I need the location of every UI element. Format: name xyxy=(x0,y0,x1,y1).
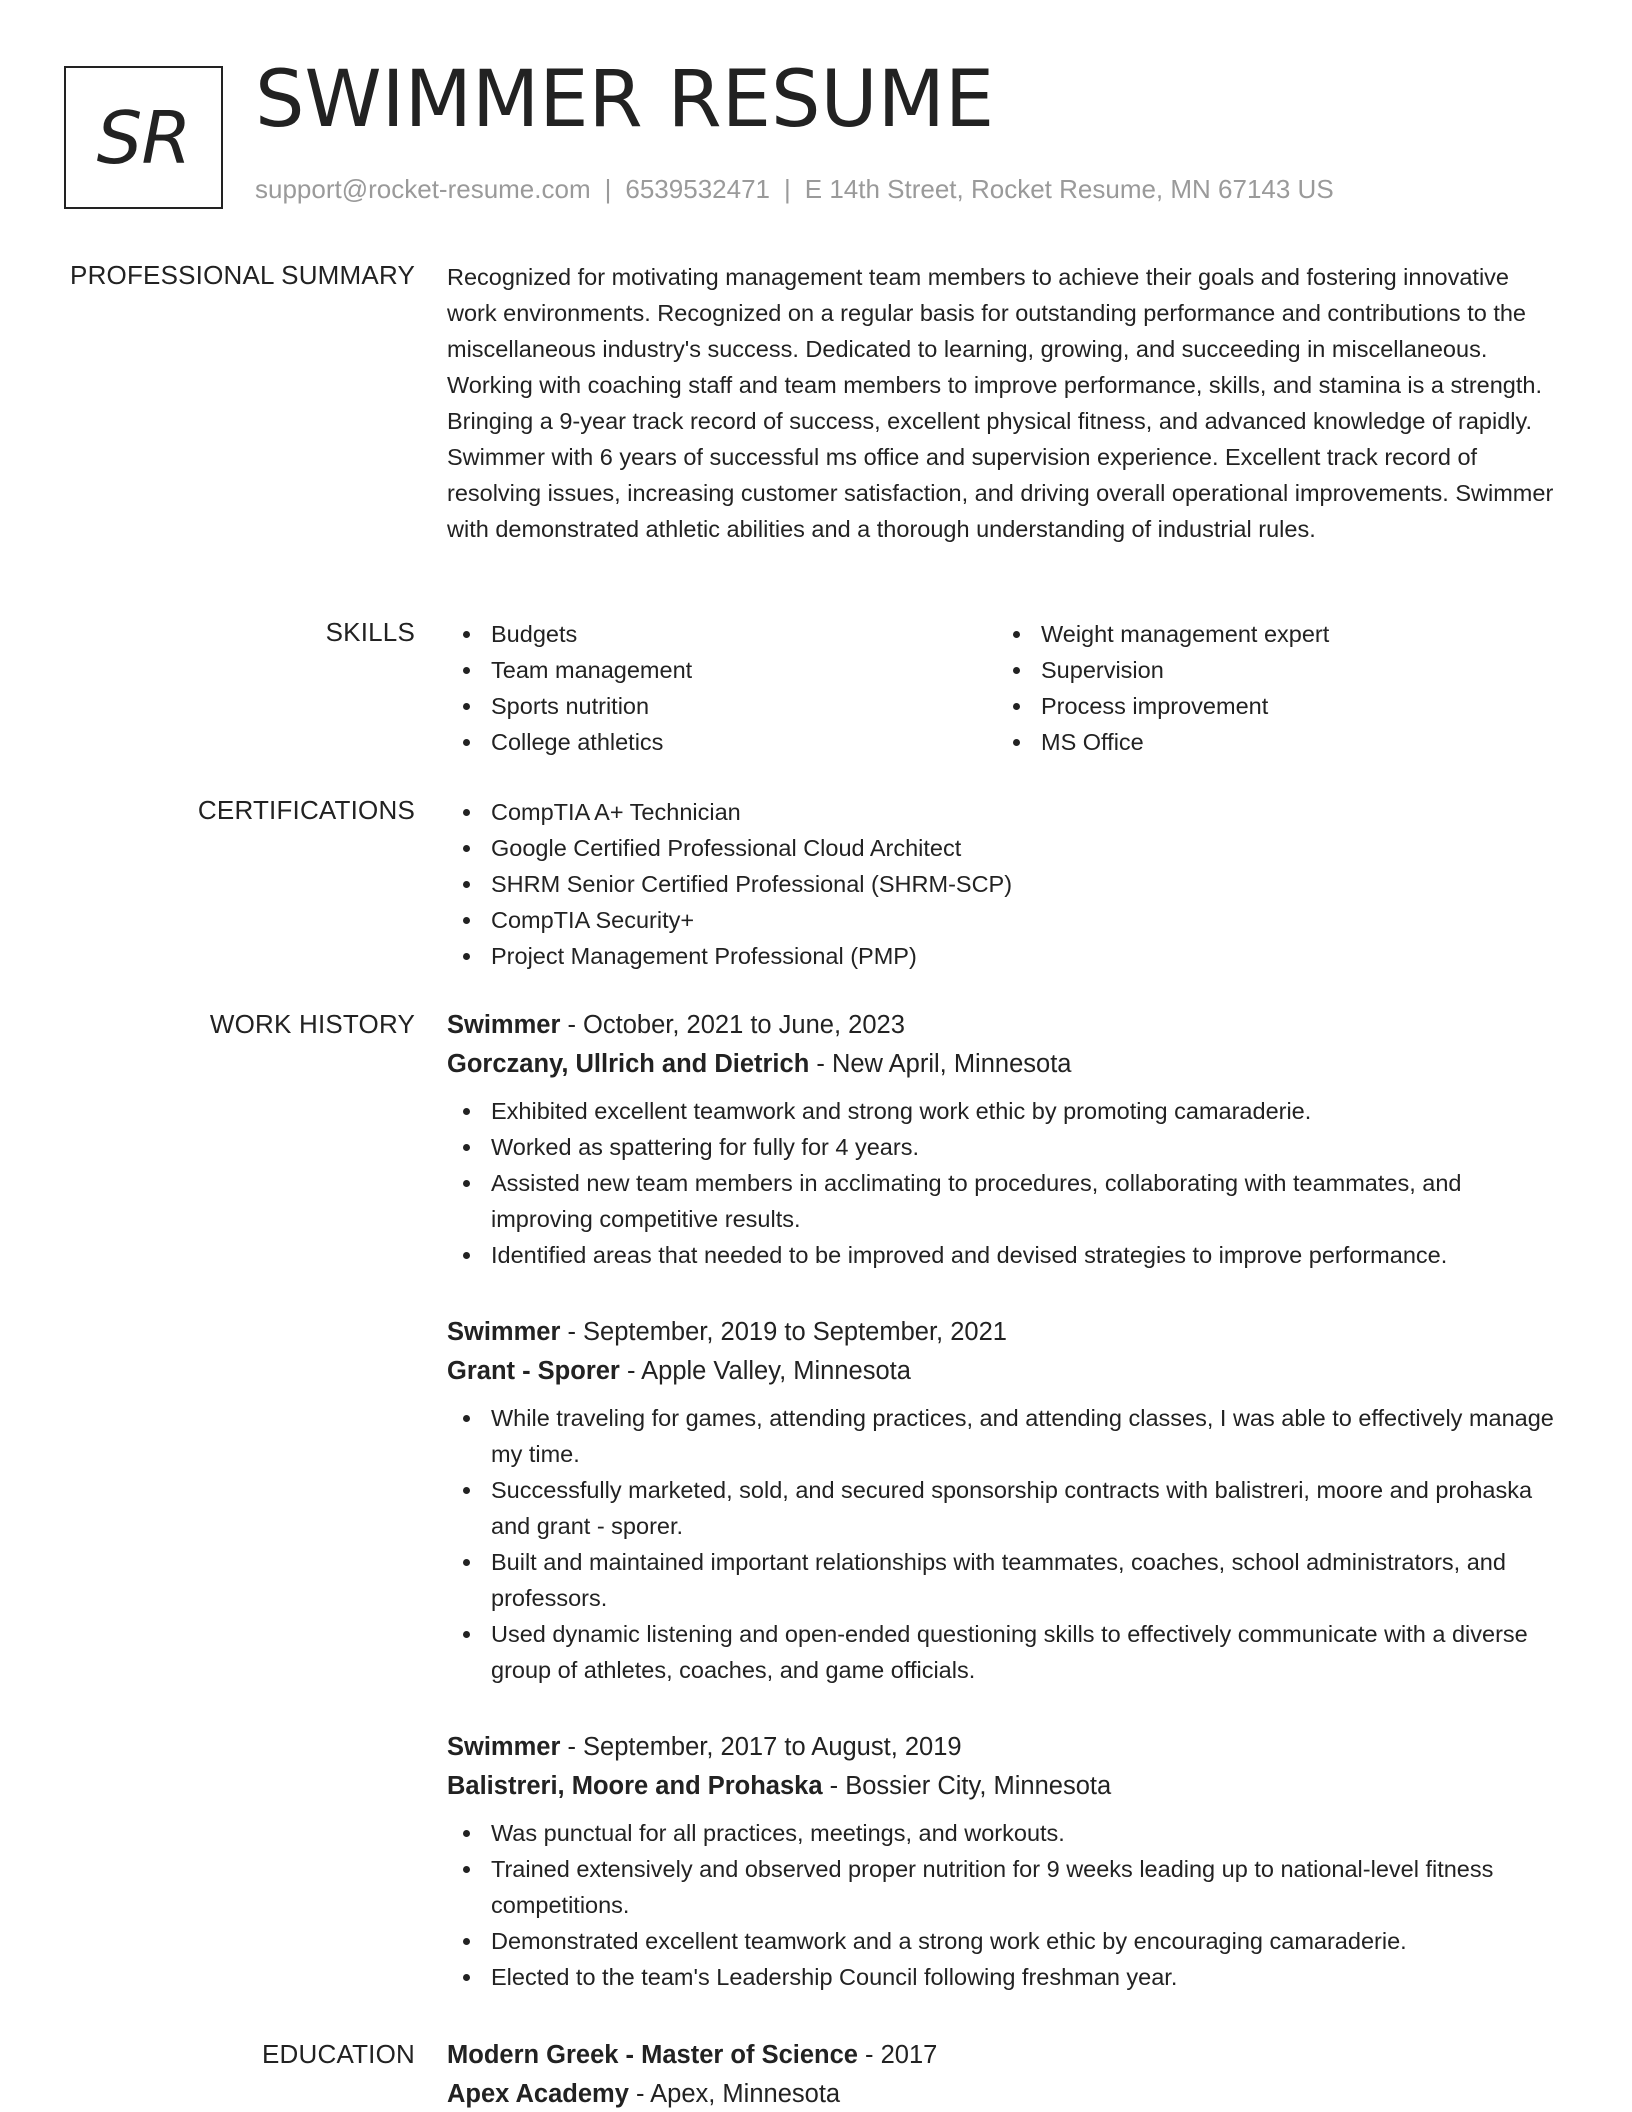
job-location: - New April, Minnesota xyxy=(809,1050,1072,1078)
job-duties xyxy=(447,1815,1557,1995)
summary-heading: PROFESSIONAL SUMMARY xyxy=(70,260,415,290)
job-duty: Successfully marketed, sold, and secured sponsorship contracts with balistreri, moore and prohaska and grant - sporer. xyxy=(447,1472,1557,1544)
job-duty: Trained extensively and observed proper nutrition for 9 weeks leading up to national-level fitness competitions. xyxy=(447,1851,1557,1923)
certification-item: Project Management Professional (PMP) xyxy=(447,938,1557,974)
certifications-heading: CERTIFICATIONS xyxy=(197,795,415,825)
work-history-heading: WORK HISTORY xyxy=(209,1009,415,1039)
contact-email[interactable]: support@rocket-resume.com xyxy=(255,174,591,204)
job-title-line xyxy=(447,1313,1557,1352)
job-duty: Assisted new team members in acclimating to procedures, collaborating with teammates, and improving competitive results. xyxy=(447,1165,1557,1237)
job-duty: Exhibited excellent teamwork and strong work ethic by promoting camaraderie. xyxy=(447,1093,1557,1129)
resume-title: SWIMMER RESUME xyxy=(255,55,995,145)
job-duty: Elected to the team's Leadership Council following freshman year. xyxy=(447,1959,1557,1995)
contact-separator: | xyxy=(784,174,791,204)
skill-item: College athletics xyxy=(447,724,997,760)
skill-item: Team management xyxy=(447,652,997,688)
certification-item: CompTIA Security+ xyxy=(447,902,1557,938)
job-location: - Bossier City, Minnesota xyxy=(822,1772,1112,1800)
certifications-list xyxy=(447,794,1557,974)
job-duty: Demonstrated excellent teamwork and a strong work ethic by encouraging camaraderie. xyxy=(447,1923,1557,1959)
skills-list-left xyxy=(447,616,997,760)
certification-item: Google Certified Professional Cloud Architect xyxy=(447,830,1557,866)
contact-phone[interactable]: 6539532471 xyxy=(625,174,770,204)
job-dates: - September, 2019 to September, 2021 xyxy=(560,1318,1007,1346)
job-company-line xyxy=(447,1352,1557,1391)
skills-list-right xyxy=(997,616,1547,760)
job-role: Swimmer xyxy=(447,1733,561,1761)
skill-item: Sports nutrition xyxy=(447,688,997,724)
job-company: Gorczany, Ullrich and Dietrich xyxy=(447,1050,810,1078)
monogram-logo: SR xyxy=(64,66,223,209)
job-entry xyxy=(447,1313,1557,1688)
skill-item: Supervision xyxy=(997,652,1547,688)
contact-line xyxy=(255,174,1334,205)
skill-item: Process improvement xyxy=(997,688,1547,724)
contact-address: E 14th Street, Rocket Resume, MN 67143 US xyxy=(804,174,1334,204)
job-location: - Apple Valley, Minnesota xyxy=(619,1357,911,1385)
job-duty: Worked as spattering for fully for 4 years. xyxy=(447,1129,1557,1165)
job-company: Grant - Sporer xyxy=(447,1357,620,1385)
skill-item: Weight management expert xyxy=(997,616,1547,652)
job-dates: - September, 2017 to August, 2019 xyxy=(560,1733,962,1761)
job-duty: Used dynamic listening and open-ended questioning skills to effectively communicate with a diverse group of athletes, coaches, and game officials. xyxy=(447,1616,1557,1688)
education-year: - 2017 xyxy=(857,2041,938,2069)
education-entry xyxy=(447,2036,1557,2112)
education-school: Apex Academy xyxy=(447,2080,629,2108)
job-entry xyxy=(447,1006,1557,1273)
certification-item: CompTIA A+ Technician xyxy=(447,794,1557,830)
skills-columns xyxy=(447,616,1557,760)
skill-item: MS Office xyxy=(997,724,1547,760)
education-location: - Apex, Minnesota xyxy=(628,2080,841,2108)
job-company: Balistreri, Moore and Prohaska xyxy=(447,1772,823,1800)
job-title-line xyxy=(447,1728,1557,1767)
job-entry xyxy=(447,1728,1557,1995)
job-duty: Identified areas that needed to be improved and devised strategies to improve performance. xyxy=(447,1237,1557,1273)
education-degree: Modern Greek - Master of Science xyxy=(447,2041,858,2069)
job-company-line xyxy=(447,1767,1557,1806)
job-role: Swimmer xyxy=(447,1318,561,1346)
job-role: Swimmer xyxy=(447,1011,561,1039)
job-duties xyxy=(447,1093,1557,1273)
job-company-line xyxy=(447,1045,1557,1084)
job-dates: - October, 2021 to June, 2023 xyxy=(560,1011,905,1039)
education-heading: EDUCATION xyxy=(262,2039,415,2069)
job-duty: Built and maintained important relationships with teammates, coaches, school administrators, and professors. xyxy=(447,1544,1557,1616)
skill-item: Budgets xyxy=(447,616,997,652)
job-duties xyxy=(447,1400,1557,1688)
job-title-line xyxy=(447,1006,1557,1045)
job-duty: Was punctual for all practices, meetings, and workouts. xyxy=(447,1815,1557,1851)
summary-text: Recognized for motivating management team members to achieve their goals and fostering innovative work environments. Recognized on a regular basis for outstanding performance and contributions to the miscellaneous industry's success. Dedicated to learning, growing, and succeeding in miscellaneous. Working with coaching staff and team members to improve performance, skills, and stamina is a strength. Bringing a 9-year track record of success, excellent physical fitness, and advanced knowledge of rapidly. Swimmer with 6 years of successful ms office and supervision experience. Excellent track record of resolving issues, increasing customer satisfaction, and driving overall operational improvements. Swimmer with demonstrated athletic abilities and a thorough understanding of industrial rules. xyxy=(447,264,1554,542)
contact-separator: | xyxy=(604,174,612,204)
education-degree-line xyxy=(447,2036,1557,2075)
certification-item: SHRM Senior Certified Professional (SHRM-SCP) xyxy=(447,866,1557,902)
education-school-line xyxy=(447,2075,1557,2112)
skills-heading: SKILLS xyxy=(325,617,415,647)
job-duty: While traveling for games, attending practices, and attending classes, I was able to effectively manage my time. xyxy=(447,1400,1557,1472)
